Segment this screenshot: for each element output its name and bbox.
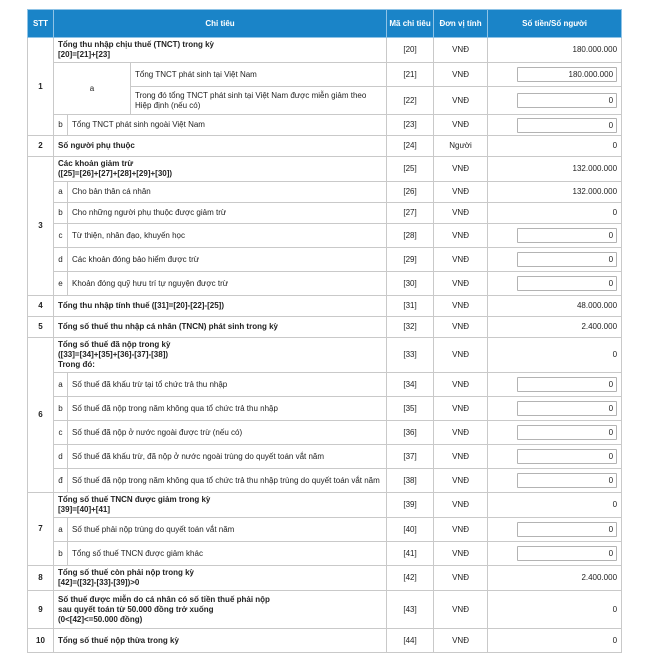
stt-cell: 3 <box>28 157 54 296</box>
label-cell: Từ thiện, nhân đạo, khuyến học <box>68 224 387 248</box>
table-row <box>28 591 622 629</box>
unit-cell: VNĐ <box>434 493 488 518</box>
amount-cell <box>488 445 622 469</box>
code-cell: [20] <box>387 38 434 63</box>
code-cell: [39] <box>387 493 434 518</box>
table-row <box>28 248 622 272</box>
stt-cell: 4 <box>28 296 54 317</box>
amount-value: 0 <box>488 629 622 653</box>
amount-cell <box>488 518 622 542</box>
label-cell: Các khoản giảm trừ ([25]=[26]+[27]+[28]+[29]+[30]) <box>54 157 387 182</box>
unit-cell: VNĐ <box>434 296 488 317</box>
unit-cell: VNĐ <box>434 421 488 445</box>
amount-cell <box>488 397 622 421</box>
amount-input[interactable]: 0 <box>517 425 617 440</box>
code-cell: [42] <box>387 566 434 591</box>
sub-index-cell: b <box>54 397 68 421</box>
table-row <box>28 542 622 566</box>
table-row <box>28 115 622 136</box>
amount-value: 2.400.000 <box>488 317 622 338</box>
code-cell: [40] <box>387 518 434 542</box>
table-row <box>28 157 622 182</box>
header-don-vi: Đơn vị tính <box>434 10 488 38</box>
code-cell: [37] <box>387 445 434 469</box>
label-cell: Tổng số thuế nộp thừa trong kỳ <box>54 629 387 653</box>
unit-cell: VNĐ <box>434 248 488 272</box>
code-cell: [38] <box>387 469 434 493</box>
unit-cell: VNĐ <box>434 115 488 136</box>
label-cell: Số thuế đã khấu trừ tại tổ chức trả thu nhập <box>68 373 387 397</box>
code-cell: [24] <box>387 136 434 157</box>
table-row <box>28 272 622 296</box>
unit-cell: VNĐ <box>434 469 488 493</box>
table-row <box>28 317 622 338</box>
amount-cell <box>488 87 622 115</box>
amount-input[interactable]: 0 <box>517 118 617 133</box>
amount-value: 180.000.000 <box>488 38 622 63</box>
label-cell: Tổng TNCT phát sinh ngoài Việt Nam <box>68 115 387 136</box>
amount-cell <box>488 373 622 397</box>
header-chi-tieu: Chỉ tiêu <box>54 10 387 38</box>
sub-index-cell: d <box>54 248 68 272</box>
code-cell: [25] <box>387 157 434 182</box>
sub-index-cell: b <box>54 115 68 136</box>
code-cell: [23] <box>387 115 434 136</box>
unit-cell: Người <box>434 136 488 157</box>
sub-index-cell: a <box>54 518 68 542</box>
stt-cell: 5 <box>28 317 54 338</box>
sub-index-cell: b <box>54 542 68 566</box>
code-cell: [41] <box>387 542 434 566</box>
table-row <box>28 445 622 469</box>
amount-input[interactable]: 0 <box>517 252 617 267</box>
amount-input[interactable]: 0 <box>517 401 617 416</box>
code-cell: [29] <box>387 248 434 272</box>
unit-cell: VNĐ <box>434 317 488 338</box>
table-row <box>28 224 622 248</box>
label-cell: Cho những người phụ thuộc được giảm trừ <box>68 203 387 224</box>
unit-cell: VNĐ <box>434 397 488 421</box>
amount-cell <box>488 115 622 136</box>
label-cell: Tổng số thuế đã nộp trong kỳ ([33]=[34]+[35]+[36]-[37]-[38]) Trong đó: <box>54 338 387 373</box>
amount-value: 132.000.000 <box>488 157 622 182</box>
amount-input[interactable]: 0 <box>517 546 617 561</box>
amount-value: 0 <box>488 136 622 157</box>
table-row <box>28 63 622 87</box>
stt-cell: 6 <box>28 338 54 493</box>
unit-cell: VNĐ <box>434 38 488 63</box>
header-so-tien: Số tiền/Số người <box>488 10 622 38</box>
sub-index-cell: c <box>54 224 68 248</box>
unit-cell: VNĐ <box>434 224 488 248</box>
table-row <box>28 203 622 224</box>
table-row <box>28 397 622 421</box>
amount-input[interactable]: 0 <box>517 276 617 291</box>
label-cell: Cho bản thân cá nhân <box>68 182 387 203</box>
label-cell: Số thuế được miễn do cá nhân có số tiền thuế phải nộp sau quyết toán từ 50.000 đồng trở xuống (0<[42]<=50.000 đồng) <box>54 591 387 629</box>
label-cell: Số thuế đã nộp ở nước ngoài được trừ (nếu có) <box>68 421 387 445</box>
stt-cell: 2 <box>28 136 54 157</box>
stt-cell: 7 <box>28 493 54 566</box>
amount-input[interactable]: 0 <box>517 93 617 108</box>
unit-cell: VNĐ <box>434 542 488 566</box>
code-cell: [28] <box>387 224 434 248</box>
code-cell: [22] <box>387 87 434 115</box>
label-cell: Tổng số thuế TNCN được giảm trong kỳ [39]=[40]+[41] <box>54 493 387 518</box>
label-cell: Khoản đóng quỹ hưu trí tự nguyện được trừ <box>68 272 387 296</box>
amount-input[interactable]: 180.000.000 <box>517 67 617 82</box>
unit-cell: VNĐ <box>434 566 488 591</box>
code-cell: [26] <box>387 182 434 203</box>
table-row <box>28 373 622 397</box>
sub-index-cell: c <box>54 421 68 445</box>
unit-cell: VNĐ <box>434 182 488 203</box>
label-cell: Số thuế phải nộp trùng do quyết toán vắt năm <box>68 518 387 542</box>
sub-index-cell: a <box>54 182 68 203</box>
label-cell: Trong đó tổng TNCT phát sinh tại Việt Nam được miễn giảm theo Hiệp định (nếu có) <box>131 87 387 115</box>
label-cell: Tổng số thuế TNCN được giảm khác <box>68 542 387 566</box>
label-cell: Tổng thu nhập chịu thuế (TNCT) trong kỳ [20]=[21]+[23] <box>54 38 387 63</box>
unit-cell: VNĐ <box>434 373 488 397</box>
sub-index-cell: a <box>54 373 68 397</box>
table-row <box>28 38 622 63</box>
unit-cell: VNĐ <box>434 272 488 296</box>
code-cell: [27] <box>387 203 434 224</box>
stt-cell: 9 <box>28 591 54 629</box>
unit-cell: VNĐ <box>434 203 488 224</box>
amount-cell <box>488 421 622 445</box>
amount-cell <box>488 272 622 296</box>
code-cell: [30] <box>387 272 434 296</box>
amount-input[interactable]: 0 <box>517 473 617 488</box>
amount-input[interactable]: 0 <box>517 449 617 464</box>
code-cell: [35] <box>387 397 434 421</box>
amount-value: 0 <box>488 203 622 224</box>
amount-cell <box>488 224 622 248</box>
amount-cell <box>488 63 622 87</box>
amount-input[interactable]: 0 <box>517 377 617 392</box>
label-cell: Tổng thu nhập tính thuế ([31]=[20]-[22]-[25]) <box>54 296 387 317</box>
code-cell: [34] <box>387 373 434 397</box>
sub-index-cell: a <box>54 63 131 115</box>
label-cell: Số thuế đã khấu trừ, đã nộp ở nước ngoài trùng do quyết toán vắt năm <box>68 445 387 469</box>
unit-cell: VNĐ <box>434 629 488 653</box>
header-row <box>28 10 622 38</box>
label-cell: Số người phụ thuộc <box>54 136 387 157</box>
table-row <box>28 493 622 518</box>
table-row <box>28 338 622 373</box>
label-cell: Tổng TNCT phát sinh tại Việt Nam <box>131 63 387 87</box>
stt-cell: 1 <box>28 38 54 136</box>
unit-cell: VNĐ <box>434 338 488 373</box>
code-cell: [36] <box>387 421 434 445</box>
table-row <box>28 469 622 493</box>
unit-cell: VNĐ <box>434 87 488 115</box>
code-cell: [32] <box>387 317 434 338</box>
amount-value: 132.000.000 <box>488 182 622 203</box>
amount-value: 48.000.000 <box>488 296 622 317</box>
code-cell: [33] <box>387 338 434 373</box>
unit-cell: VNĐ <box>434 445 488 469</box>
unit-cell: VNĐ <box>434 518 488 542</box>
code-cell: [44] <box>387 629 434 653</box>
label-cell: Tổng số thuế còn phải nộp trong kỳ [42]=([32]-[33]-[39])>0 <box>54 566 387 591</box>
stt-cell: 8 <box>28 566 54 591</box>
sub-index-cell: d <box>54 445 68 469</box>
unit-cell: VNĐ <box>434 157 488 182</box>
table-row <box>28 518 622 542</box>
label-cell: Số thuế đã nộp trong năm không qua tổ chức trả thu nhập trùng do quyết toán vắt năm <box>68 469 387 493</box>
amount-value: 0 <box>488 338 622 373</box>
code-cell: [21] <box>387 63 434 87</box>
table-row <box>28 296 622 317</box>
sub-index-cell: b <box>54 203 68 224</box>
amount-value: 2.400.000 <box>488 566 622 591</box>
amount-input[interactable]: 0 <box>517 522 617 537</box>
unit-cell: VNĐ <box>434 63 488 87</box>
code-cell: [31] <box>387 296 434 317</box>
amount-value: 0 <box>488 493 622 518</box>
amount-value: 0 <box>488 591 622 629</box>
sub-index-cell: đ <box>54 469 68 493</box>
header-ma-chi-tieu: Mã chỉ tiêu <box>387 10 434 38</box>
table-row <box>28 566 622 591</box>
table-row <box>28 182 622 203</box>
code-cell: [43] <box>387 591 434 629</box>
amount-cell <box>488 469 622 493</box>
header-stt: STT <box>28 10 54 38</box>
label-cell: Tổng số thuế thu nhập cá nhân (TNCN) phát sinh trong kỳ <box>54 317 387 338</box>
unit-cell: VNĐ <box>434 591 488 629</box>
stt-cell: 10 <box>28 629 54 653</box>
label-cell: Các khoản đóng bảo hiểm được trừ <box>68 248 387 272</box>
label-cell: Số thuế đã nộp trong năm không qua tổ chức trả thu nhập <box>68 397 387 421</box>
amount-cell <box>488 542 622 566</box>
table-row <box>28 421 622 445</box>
amount-input[interactable]: 0 <box>517 228 617 243</box>
sub-index-cell: e <box>54 272 68 296</box>
table-row <box>28 136 622 157</box>
tax-settlement-table <box>27 9 622 653</box>
amount-cell <box>488 248 622 272</box>
